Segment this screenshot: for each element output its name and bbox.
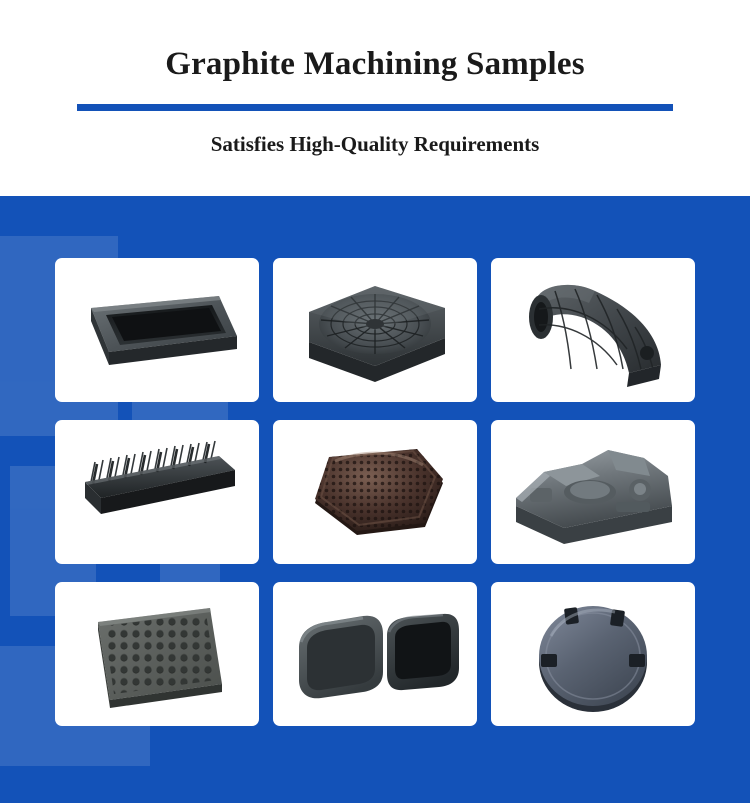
gallery-panel xyxy=(0,196,750,803)
sample-card-6[interactable] xyxy=(491,420,695,564)
header-banner xyxy=(0,0,750,196)
page-title: Graphite Machining Samples xyxy=(165,46,585,82)
perforated-graphite-plate-icon xyxy=(82,592,232,716)
title-divider xyxy=(77,104,673,111)
hexagonal-dimpled-graphite-dome-icon xyxy=(295,431,455,553)
automotive-housing-graphite-mold-icon xyxy=(504,432,682,552)
sample-card-9[interactable] xyxy=(491,582,695,726)
sample-card-8[interactable] xyxy=(273,582,477,726)
sample-card-4[interactable] xyxy=(55,420,259,564)
sample-card-5[interactable] xyxy=(273,420,477,564)
sample-card-3[interactable] xyxy=(491,258,695,402)
sample-card-2[interactable] xyxy=(273,258,477,402)
page-subtitle: Satisfies High-Quality Requirements xyxy=(210,132,540,157)
elbow-pipe-graphite-mold-icon xyxy=(509,269,677,391)
sample-grid xyxy=(55,258,695,726)
rectangular-graphite-tray-mold-icon xyxy=(69,270,245,390)
clamshell-graphite-case-mold-icon xyxy=(287,596,463,712)
sample-card-7[interactable] xyxy=(55,582,259,726)
sample-card-1[interactable] xyxy=(55,258,259,402)
round-slotted-graphite-disc-icon xyxy=(525,592,661,716)
radial-finned-graphite-block-icon xyxy=(295,268,455,392)
comb-fin-graphite-electrode-icon xyxy=(69,436,245,548)
